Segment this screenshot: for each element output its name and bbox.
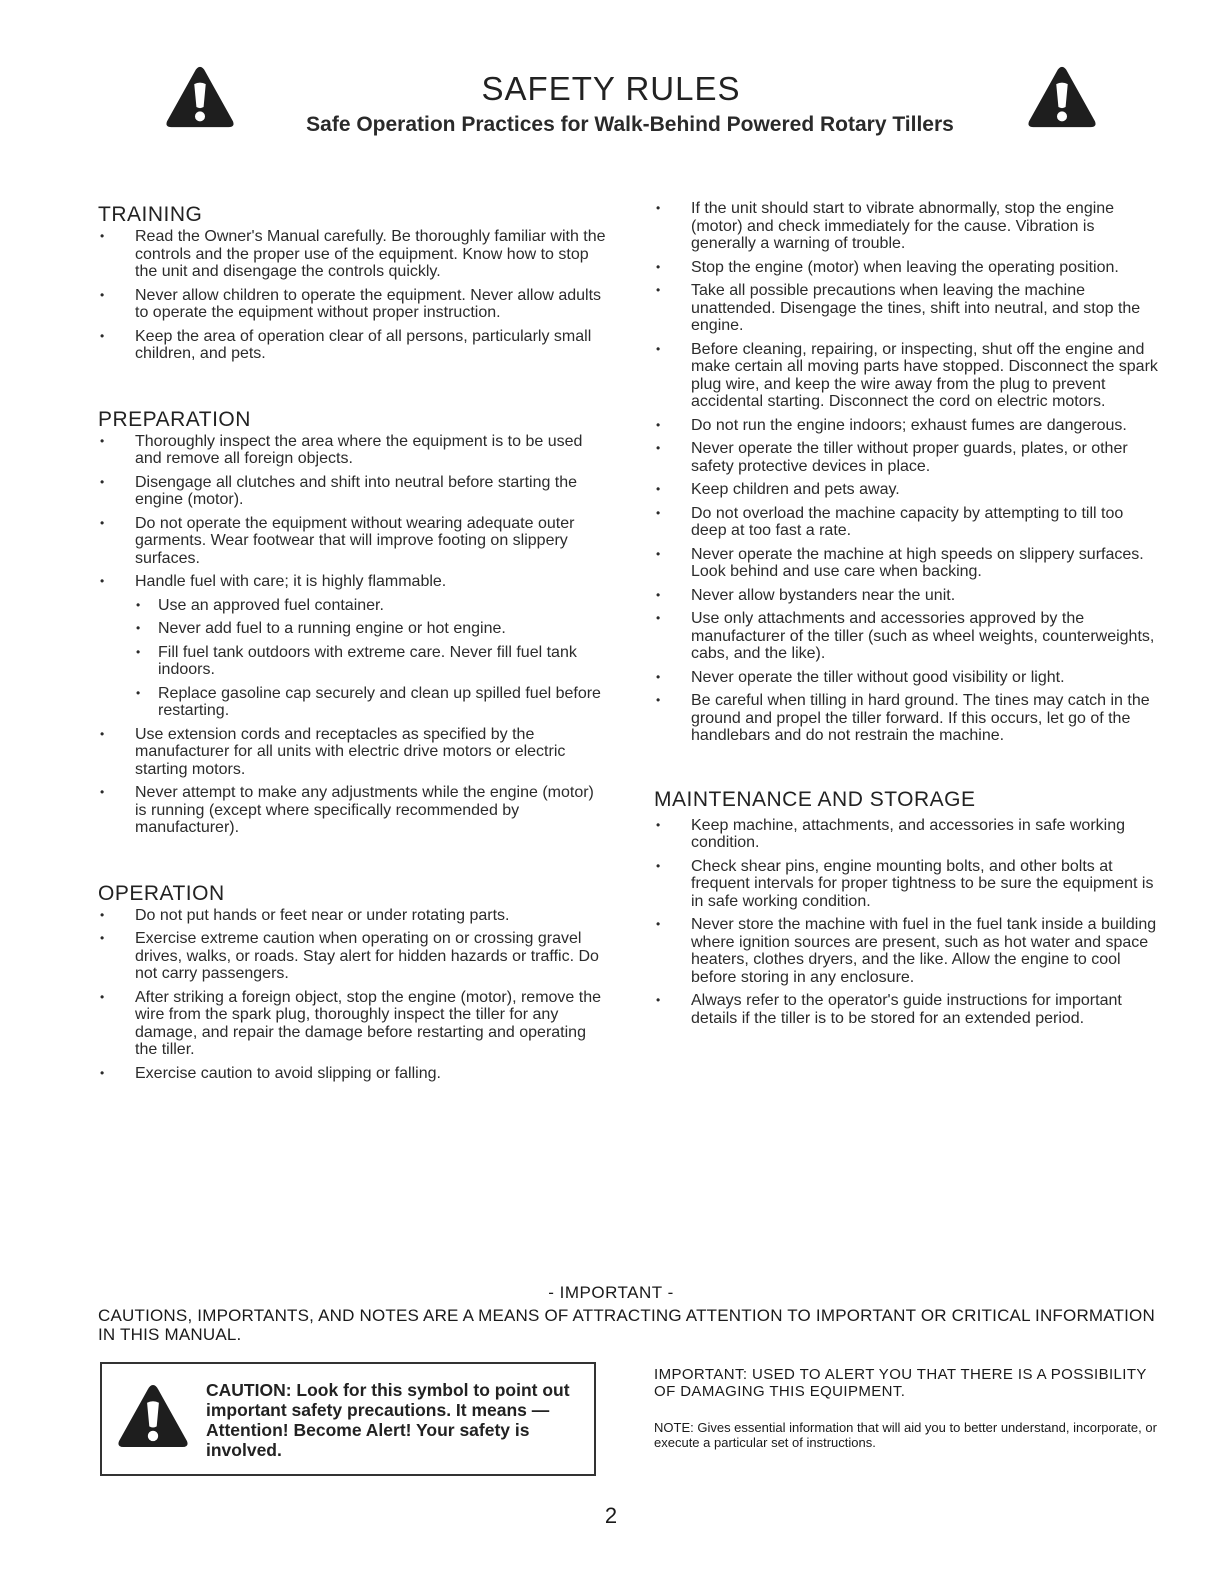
notes-block: [654, 1366, 1162, 1450]
list-item: • Never allow bystanders near the unit.: [654, 587, 1162, 605]
list-subitem: • Fill fuel tank outdoors with extreme care. Never fill fuel tank indoors.: [98, 644, 608, 679]
note-text: NOTE: Gives essential information that will aid you to better understand, incorporate, or execute a particular set of instructions.: [654, 1420, 1157, 1450]
list-item: • Do not overload the machine capacity by attempting to till too deep at too fast a rate.: [654, 505, 1162, 540]
list-item: • Handle fuel with care; it is highly flammable.: [98, 573, 608, 591]
list-item: • Always refer to the operator's guide instructions for important details if the tiller is to be stored for an extended period.: [654, 992, 1162, 1027]
list-item: • Do not operate the equipment without wearing adequate outer garments. Wear footwear that will improve footing on slippery surfaces.: [98, 515, 608, 568]
section-heading-maintenance: MAINTENANCE AND STORAGE: [654, 787, 976, 811]
list-item: • Take all possible precautions when leaving the machine unattended. Disengage the tines, shift into neutral, and stop the engine.: [654, 282, 1162, 335]
warning-triangle-icon: [1026, 64, 1098, 130]
list-item: • Do not run the engine indoors; exhaust fumes are dangerous.: [654, 417, 1162, 435]
list-item: • Exercise caution to avoid slipping or falling.: [98, 1065, 608, 1083]
list-item: • Never store the machine with fuel in the fuel tank inside a building where ignition sources are present, such as hot water and space heaters, clothes dryers, and the like. Allow the engine to cool before storing in any enclosure.: [654, 916, 1162, 986]
list-item: • Thoroughly inspect the area where the equipment is to be used and remove all foreign objects.: [98, 433, 608, 468]
list-item: • Use extension cords and receptacles as specified by the manufacturer for all units with electric drive motors or electric starting motors.: [98, 726, 608, 779]
list-item: • Keep children and pets away.: [654, 481, 1162, 499]
section-heading-preparation: PREPARATION: [98, 407, 251, 431]
important-note: IMPORTANT: USED TO ALERT YOU THAT THERE IS A POSSIBILITY OF DAMAGING THIS EQUIPMENT.: [654, 1366, 1147, 1400]
list-subitem: • Use an approved fuel container.: [98, 597, 608, 615]
section-heading-training: TRAINING: [98, 203, 203, 226]
right-column: [654, 200, 1162, 1027]
page-number: 2: [604, 1503, 618, 1528]
page-subtitle: Safe Operation Practices for Walk-Behind Powered Rotary Tillers: [306, 113, 954, 136]
list-item: • If the unit should start to vibrate abnormally, stop the engine (motor) and check immediately for the cause. Vibration is generally a warning of trouble.: [654, 200, 1162, 253]
training-list: [98, 228, 608, 363]
page-title: SAFETY RULES: [481, 70, 741, 107]
list-item: • Before cleaning, repairing, or inspecting, shut off the engine and make certain all moving parts have stopped. Disconnect the spark plug wire, and keep the wire away from the plug to prevent accidental starting. Disconnect the cord on electric motors.: [654, 341, 1162, 411]
list-item: • Read the Owner's Manual carefully. Be thoroughly familiar with the controls and the proper use of the equipment. Know how to stop the unit and disengage the controls quickly.: [98, 228, 608, 281]
list-item: • Disengage all clutches and shift into neutral before starting the engine (motor).: [98, 474, 608, 509]
important-heading: - IMPORTANT -: [548, 1283, 674, 1302]
list-item: • Be careful when tilling in hard ground. The tines may catch in the ground and propel the tiller forward. If this occurs, let go of the handlebars and do not restrain the machine.: [654, 692, 1162, 745]
list-item: • Check shear pins, engine mounting bolts, and other bolts at frequent intervals for proper tightness to be sure the equipment is in safe working condition.: [654, 858, 1162, 911]
list-item: • Never allow children to operate the equipment. Never allow adults to operate the equipment without proper instruction.: [98, 287, 608, 322]
section-heading-operation: OPERATION: [98, 881, 225, 905]
caution-box: [100, 1362, 596, 1476]
warning-triangle-icon: [116, 1382, 190, 1450]
maintenance-list: [654, 817, 1162, 1028]
list-item: • Never operate the tiller without good visibility or light.: [654, 669, 1162, 687]
list-item: • Never attempt to make any adjustments while the engine (motor) is running (except where specifically recommended by manufacturer).: [98, 784, 608, 837]
operation-list-continued: [654, 200, 1162, 745]
list-item: • Exercise extreme caution when operating on or crossing gravel drives, walks, or roads. Stay alert for hidden hazards or traffic. Do not carry passengers.: [98, 930, 608, 983]
list-item: • Never operate the machine at high speeds on slippery surfaces. Look behind and use care when backing.: [654, 546, 1162, 581]
list-item: • Use only attachments and accessories approved by the manufacturer of the tiller (such as wheel weights, counterweights, cabs, and the like).: [654, 610, 1162, 663]
list-item: • Do not put hands or feet near or under rotating parts.: [98, 907, 608, 925]
preparation-list: [98, 433, 608, 837]
list-subitem: • Replace gasoline cap securely and clean up spilled fuel before restarting.: [98, 685, 608, 720]
list-subitem: • Never add fuel to a running engine or hot engine.: [98, 620, 608, 638]
list-item: • Keep the area of operation clear of all persons, particularly small children, and pets.: [98, 328, 608, 363]
list-item: • Stop the engine (motor) when leaving the operating position.: [654, 259, 1162, 277]
important-text: CAUTIONS, IMPORTANTS, AND NOTES ARE A MEANS OF ATTRACTING ATTENTION TO IMPORTANT OR CRITICAL INFORMATION IN THIS MANUAL.: [98, 1306, 1155, 1344]
list-item: • Never operate the tiller without proper guards, plates, or other safety protective devices in place.: [654, 440, 1162, 475]
list-item: • Keep machine, attachments, and accessories in safe working condition.: [654, 817, 1162, 852]
list-item: • After striking a foreign object, stop the engine (motor), remove the wire from the spark plug, thoroughly inspect the tiller for any damage, and repair the damage before restarting and operating the tiller.: [98, 989, 608, 1059]
caution-text: CAUTION: Look for this symbol to point out important safety precautions. It means —Attention! Become Alert! Your safety is involved.: [206, 1380, 570, 1460]
operation-list: [98, 907, 608, 1083]
left-column: [98, 202, 608, 1082]
